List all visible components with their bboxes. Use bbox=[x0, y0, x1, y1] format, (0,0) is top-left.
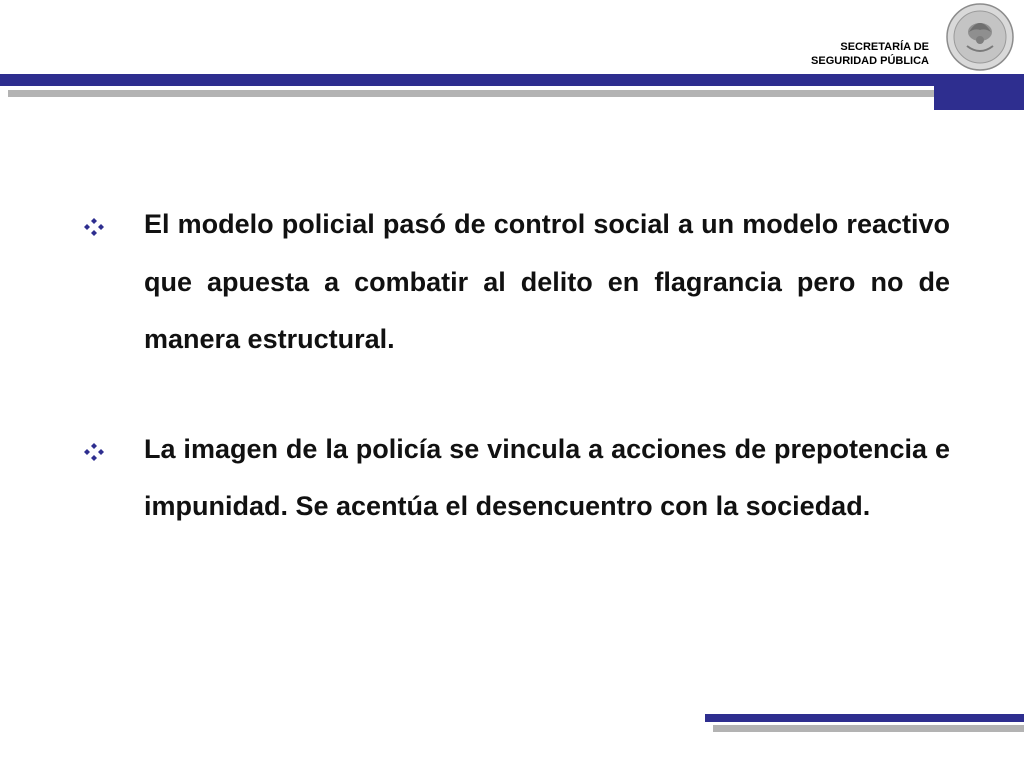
organization-name bbox=[811, 40, 929, 68]
national-seal-icon bbox=[945, 2, 1015, 72]
diamond-bullet-icon bbox=[84, 421, 144, 466]
header-gray-bar bbox=[8, 90, 934, 97]
bullet-item bbox=[84, 421, 950, 536]
diamond-bullet-icon bbox=[84, 196, 144, 241]
organization-line-1: SECRETARÍA DE bbox=[840, 41, 929, 53]
header-blue-bar bbox=[0, 74, 934, 86]
footer-blue-bar bbox=[705, 714, 1024, 722]
slide-content bbox=[84, 196, 950, 588]
bullet-text: El modelo policial pasó de control social a un modelo reactivo que apuesta a combatir al delito en flagrancia pero no de manera estructural. bbox=[144, 209, 950, 354]
bullet-text: La imagen de la policía se vincula a acciones de prepotencia e impunidad. Se acentúa el desencuentro con la sociedad. bbox=[144, 433, 950, 521]
bullet-item bbox=[84, 196, 950, 369]
footer-gray-bar bbox=[713, 725, 1024, 732]
header-blue-block bbox=[934, 74, 1024, 110]
organization-line-2: SEGURIDAD PÚBLICA bbox=[811, 55, 929, 67]
